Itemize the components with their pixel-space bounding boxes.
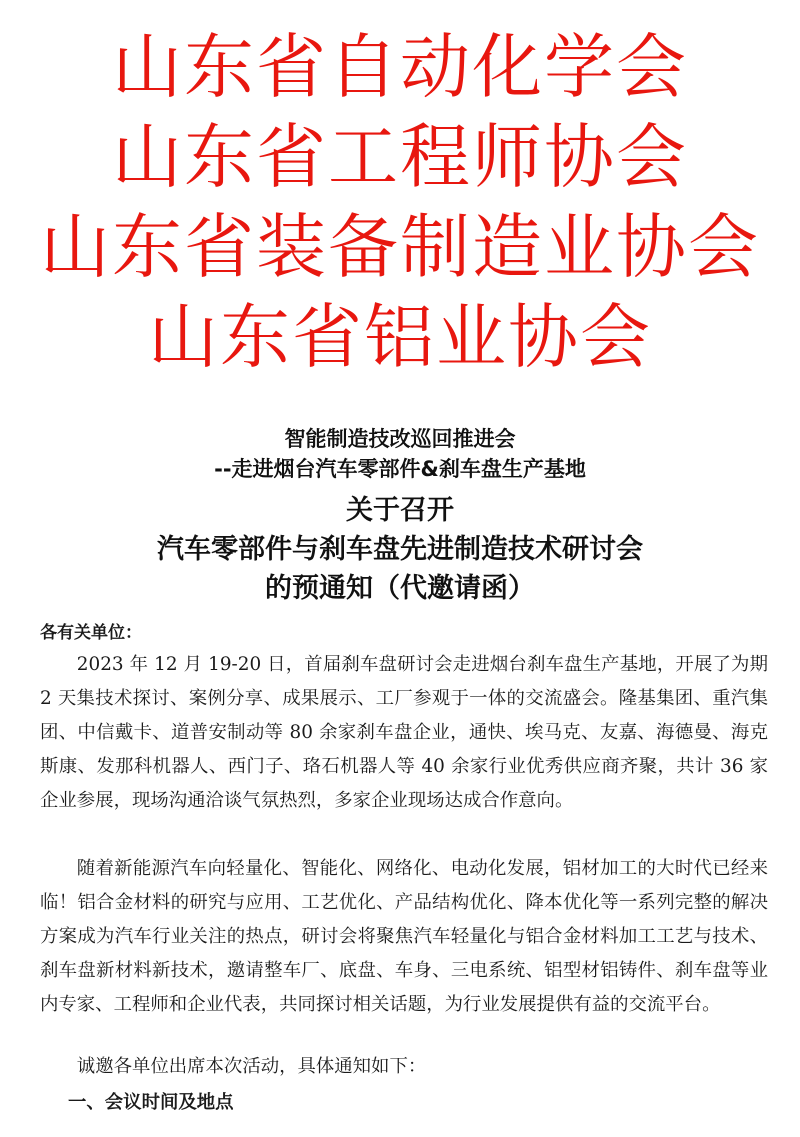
event-series-title: 智能制造技改巡回推进会	[284, 427, 516, 451]
section-heading-time-and-venue: 一、会议时间及地点	[68, 1092, 234, 1113]
paragraph-invitation: 诚邀各单位出席本次活动，具体通知如下：	[76, 1056, 427, 1077]
org-header-automation-society: 山东省自动化学会	[112, 26, 688, 108]
org-header-equipment-manufacturing-association: 山东省装备制造业协会	[40, 206, 760, 288]
event-series-subtitle: --走进烟台汽车零部件&刹车盘生产基地	[214, 457, 586, 481]
salutation: 各有关单位：	[40, 623, 142, 643]
seminar-title: 汽车零部件与刹车盘先进制造技术研讨会	[157, 534, 643, 565]
paragraph-event-review: 2023 年 12 月 19-20 日，首届刹车盘研讨会走进烟台刹车盘生产基地，开展了为期 2 天集技术探讨、案例分享、成果展示、工厂参观于一体的交流盛会。隆基集团、重汽集团、中信戴卡、道普安制动等 80 余家刹车盘企业，通快、埃马克、友嘉、海德曼、海克斯康、发那科机器人、西门子、珞石机器人等 40 余家行业优秀供应商齐聚，共计 36 家企业参展，现场沟通洽谈气氛热烈，多家企业现场达成合作意向。	[40, 654, 768, 811]
notice-title-prefix: 关于召开	[346, 495, 454, 526]
org-header-aluminum-association: 山东省铝业协会	[148, 296, 652, 378]
paragraph-background: 随着新能源汽车向轻量化、智能化、网络化、电动化发展，铝材加工的大时代已经来临！铝合金材料的研究与应用、工艺优化、产品结构优化、降本优化等一系列完整的解决方案成为汽车行业关注的热点，研讨会将聚焦汽车轻量化与铝合金材料加工工艺与技术、刹车盘新材料新技术，邀请整车厂、底盘、车身、三电系统、铝型材铝铸件、刹车盘等业内专家、工程师和企业代表，共同探讨相关话题，为行业发展提供有益的交流平台。	[40, 858, 768, 1015]
notice-title-suffix: 的预通知（代邀请函）	[265, 573, 535, 604]
org-header-engineers-association: 山东省工程师协会	[112, 116, 688, 198]
